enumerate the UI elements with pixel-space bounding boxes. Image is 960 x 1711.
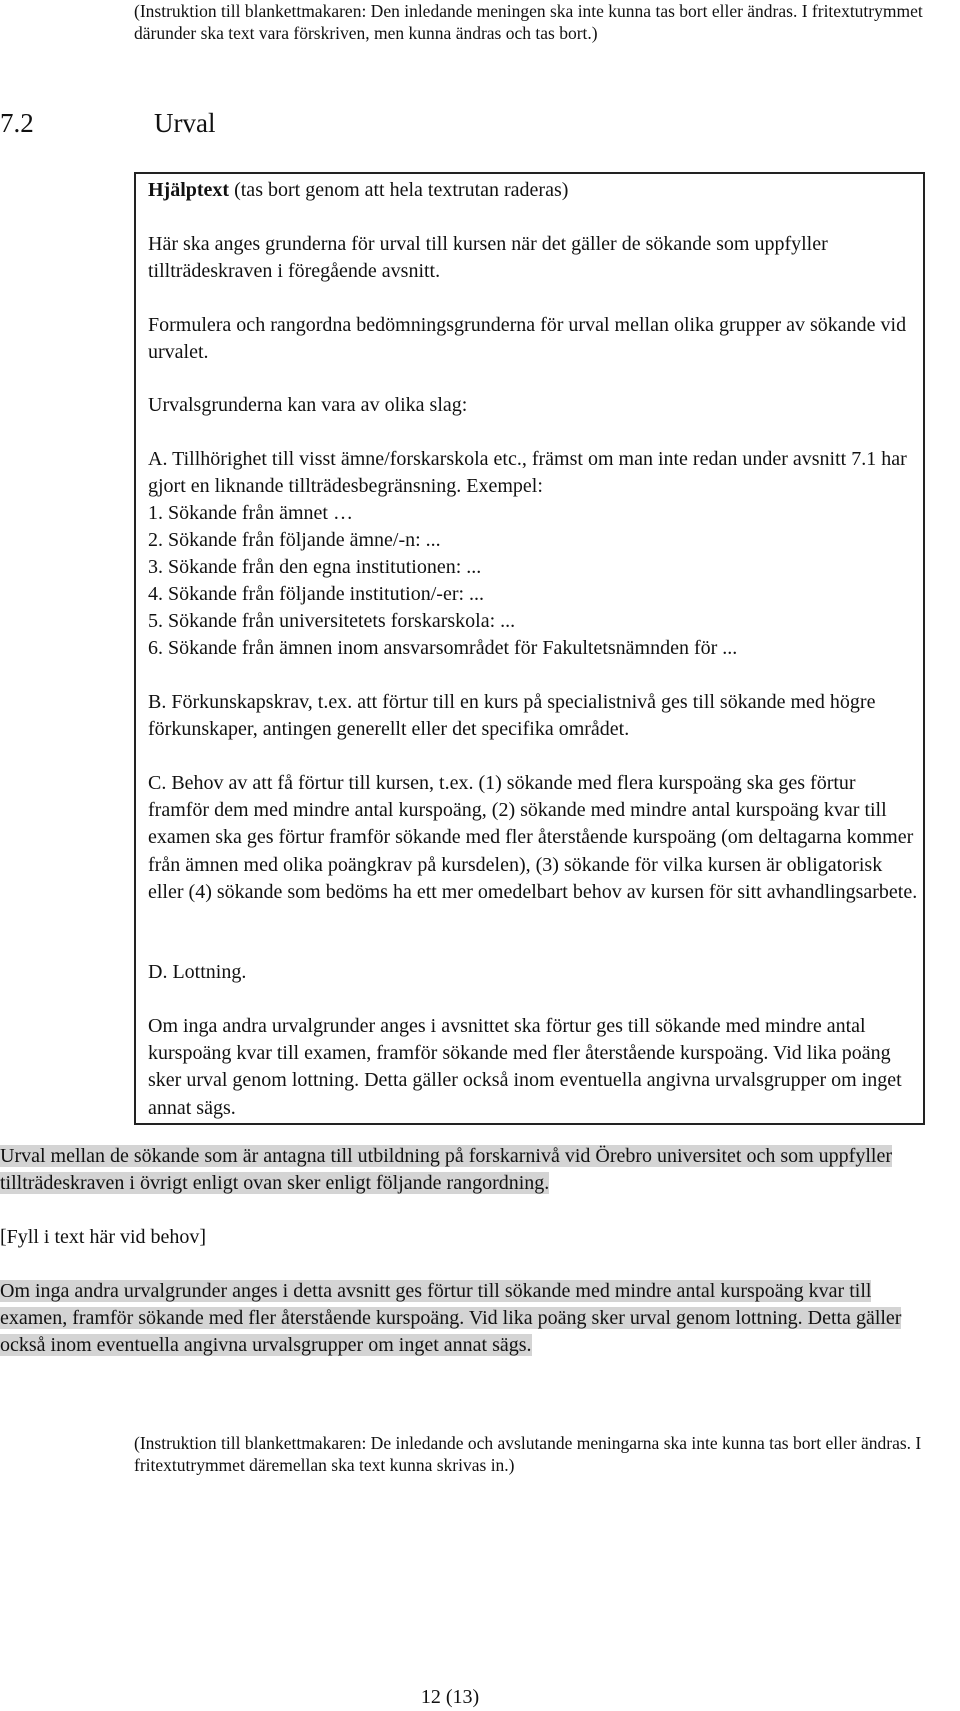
list-item: 5. Sökande från universitetets forskarskola: ...	[148, 610, 516, 632]
help-paragraph-d: D. Lottning.	[148, 961, 247, 983]
list-item: 1. Sökande från ämnet …	[148, 502, 353, 524]
help-paragraph-c: C. Behov av att få förtur till kursen, t.ex. (1) sökande med flera kurspoäng ska ges förtur framför dem med mindre antal kurspoäng, (2) sökande med mindre antal kurspoäng kvar till examen ska ges förtur framför sökande med fler återstående kurspoäng (om deltagarna kommer från ämnen med olika poängkrav på kursdelen), (3) sökande för vilka kursen är obligatorisk eller (4) sökande som bedöms ha ett mer omedelbart behov av kursen för sitt avhandlingsarbete.	[148, 772, 918, 903]
help-title	[148, 177, 918, 204]
list-item: 6. Sökande från ämnen inom ansvarsområdet för Fakultetsnämnden för ...	[148, 637, 738, 659]
help-paragraph-3: Urvalsgrunderna kan vara av olika slag:	[148, 394, 468, 416]
help-paragraph-2: Formulera och rangordna bedömningsgrunderna för urval mellan olika grupper av sökande vid urvalet.	[148, 314, 907, 364]
help-title-rest: (tas bort genom att hela textrutan raderas)	[229, 179, 569, 201]
help-title-bold: Hjälptext	[148, 179, 230, 201]
list-item: 2. Sökande från följande ämne/-n: ...	[148, 529, 441, 551]
section-heading	[0, 106, 215, 140]
free-text-placeholder[interactable]: [Fyll i text här vid behov]	[0, 1226, 207, 1248]
list-item: 4. Sökande från följande institution/-er: ...	[148, 583, 485, 605]
help-text-box[interactable]	[134, 172, 925, 1125]
help-paragraph-1: Här ska anges grunderna för urval till kursen när det gäller de sökande som uppfyller tillträdeskraven i föregående avsnitt.	[148, 233, 828, 283]
fixed-text-closing	[0, 1278, 925, 1360]
fixed-text-intro-highlight: Urval mellan de sökande som är antagna till utbildning på forskarnivå vid Örebro universitet och som uppfyller tillträdeskraven i övrigt enligt ovan sker enligt följande rangordning.	[0, 1145, 892, 1195]
list-item: 3. Sökande från den egna institutionen: ...	[148, 556, 482, 578]
fixed-text-intro	[0, 1143, 925, 1197]
fixed-text-closing-highlight: Om inga andra urvalgrunder anges i detta avsnitt ges förtur till sökande med mindre antal kurspoäng kvar till examen, framför sökande med fler återstående kurspoäng. Vid lika poäng sker urval genom lottning. Detta gäller också inom eventuella angivna urvalsgrupper om inget annat sägs.	[0, 1280, 902, 1357]
help-paragraph-e: Om inga andra urvalgrunder anges i avsnittet ska förtur ges till sökande med mindre antal kurspoäng kvar till examen, framför sökande med fler återstående kurspoäng. Vid lika poäng sker urval genom lottning. Detta gäller också inom eventuella angivna urvalsgrupper om inget annat sägs.	[148, 1015, 902, 1119]
page-number: 12 (13)	[420, 1686, 480, 1708]
section-title: Urval	[154, 108, 216, 138]
help-paragraph-b: B. Förkunskapskrav, t.ex. att förtur till en kurs på specialistnivå ges till sökande med högre förkunskaper, antingen generellt eller det specifika området.	[148, 691, 876, 741]
instruction-top: (Instruktion till blankettmakaren: Den inledande meningen ska inte kunna tas bort eller ändras. I fritextutrymmet därunder ska text vara förskriven, men kunna ändras och tas bort.)	[134, 1, 923, 43]
help-paragraph-a: A. Tillhörighet till visst ämne/forskarskola etc., främst om man inte redan under avsnitt 7.1 har gjort en liknande tillträdesbegränsning. Exempel:	[148, 448, 907, 498]
section-number: 7.2	[0, 108, 34, 138]
instruction-bottom: (Instruktion till blankettmakaren: De inledande och avslutande meningarna ska inte kunna tas bort eller ändras. I fritextutrymmet däremellan ska text kunna skrivas in.)	[134, 1433, 922, 1475]
